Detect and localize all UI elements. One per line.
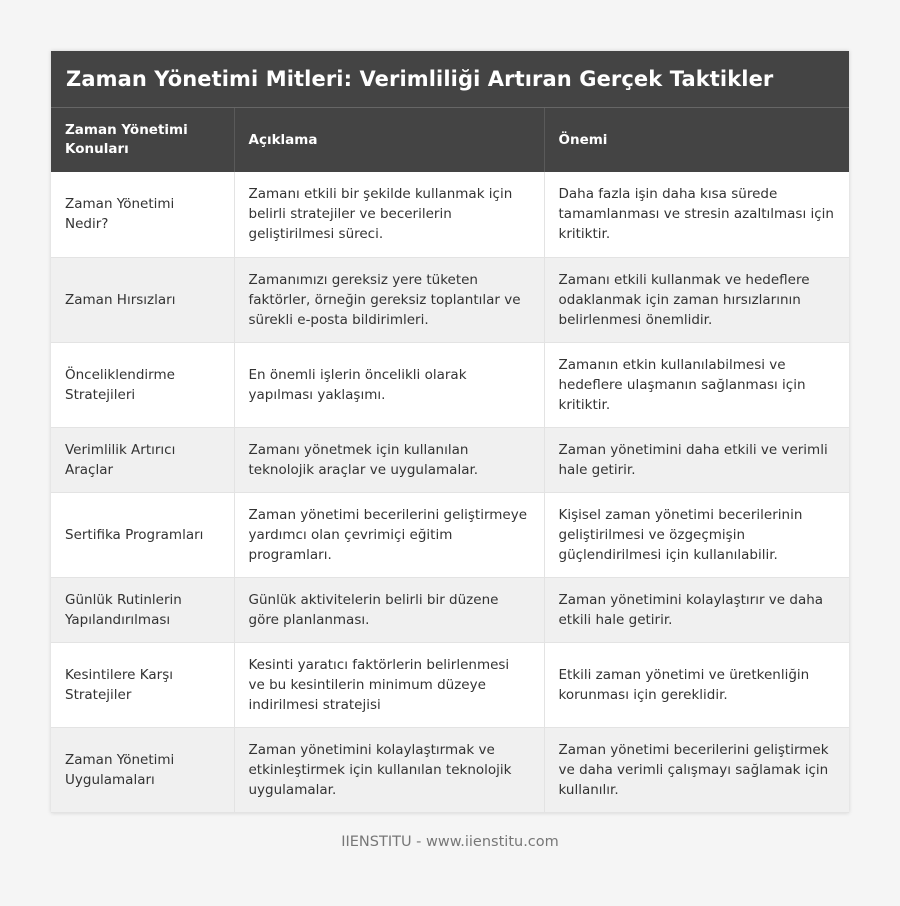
data-table: [51, 108, 849, 813]
importance-cell: Zamanı etkili kullanmak ve hedeflere odaklanmak için zaman hırsızlarının belirlenmesi önemlidir.: [544, 257, 849, 342]
table-row: [51, 727, 849, 812]
importance-cell: Kişisel zaman yönetimi becerilerinin geliştirilmesi ve özgeçmişin güçlendirilmesi için kullanılabilir.: [544, 492, 849, 577]
importance-cell: Daha fazla işin daha kısa sürede tamamlanması ve stresin azaltılması için kritiktir.: [544, 172, 849, 257]
topic-cell: Zaman Yönetimi Nedir?: [51, 172, 234, 257]
topic-cell: Zaman Yönetimi Uygulamaları: [51, 727, 234, 812]
column-header-topic: Zaman Yönetimi Konuları: [51, 108, 234, 172]
importance-cell: Etkili zaman yönetimi ve üretkenliğin korunması için gereklidir.: [544, 642, 849, 727]
table-row: [51, 342, 849, 427]
table-row: [51, 172, 849, 257]
description-cell: Günlük aktivitelerin belirli bir düzene göre planlanması.: [234, 577, 544, 642]
table-row: [51, 427, 849, 492]
description-cell: Zaman yönetimini kolaylaştırmak ve etkinleştirmek için kullanılan teknolojik uygulamalar.: [234, 727, 544, 812]
importance-cell: Zaman yönetimini daha etkili ve verimli hale getirir.: [544, 427, 849, 492]
topic-cell: Kesintilere Karşı Stratejiler: [51, 642, 234, 727]
title-bar: [51, 51, 849, 108]
footer-credit: IIENSTITU - www.iienstitu.com: [341, 834, 559, 850]
description-cell: Zamanı etkili bir şekilde kullanmak için belirli stratejiler ve becerilerin geliştirilmesi süreci.: [234, 172, 544, 257]
table-card: [51, 51, 849, 813]
importance-cell: Zaman yönetimi becerilerini geliştirmek ve daha verimli çalışmayı sağlamak için kullanılır.: [544, 727, 849, 812]
description-cell: Zaman yönetimi becerilerini geliştirmeye yardımcı olan çevrimiçi eğitim programları.: [234, 492, 544, 577]
topic-cell: Önceliklendirme Stratejileri: [51, 342, 234, 427]
page-title: Zaman Yönetimi Mitleri: Verimliliği Artıran Gerçek Taktikler: [66, 67, 774, 91]
importance-cell: Zamanın etkin kullanılabilmesi ve hedeflere ulaşmanın sağlanması için kritiktir.: [544, 342, 849, 427]
topic-cell: Günlük Rutinlerin Yapılandırılması: [51, 577, 234, 642]
table-row: [51, 257, 849, 342]
description-cell: Kesinti yaratıcı faktörlerin belirlenmesi ve bu kesintilerin minimum düzeye indirilmesi stratejisi: [234, 642, 544, 727]
description-cell: Zamanımızı gereksiz yere tüketen faktörler, örneğin gereksiz toplantılar ve sürekli e-posta bildirimleri.: [234, 257, 544, 342]
importance-cell: Zaman yönetimini kolaylaştırır ve daha etkili hale getirir.: [544, 577, 849, 642]
description-cell: En önemli işlerin öncelikli olarak yapılması yaklaşımı.: [234, 342, 544, 427]
topic-cell: Zaman Hırsızları: [51, 257, 234, 342]
table-row: [51, 492, 849, 577]
table-header: [51, 108, 849, 172]
table-body: [51, 172, 849, 812]
topic-cell: Verimlilik Artırıcı Araçlar: [51, 427, 234, 492]
column-header-description: Açıklama: [234, 108, 544, 172]
header-row: [51, 108, 849, 172]
table-row: [51, 577, 849, 642]
column-header-importance: Önemi: [544, 108, 849, 172]
topic-cell: Sertifika Programları: [51, 492, 234, 577]
table-row: [51, 642, 849, 727]
description-cell: Zamanı yönetmek için kullanılan teknolojik araçlar ve uygulamalar.: [234, 427, 544, 492]
